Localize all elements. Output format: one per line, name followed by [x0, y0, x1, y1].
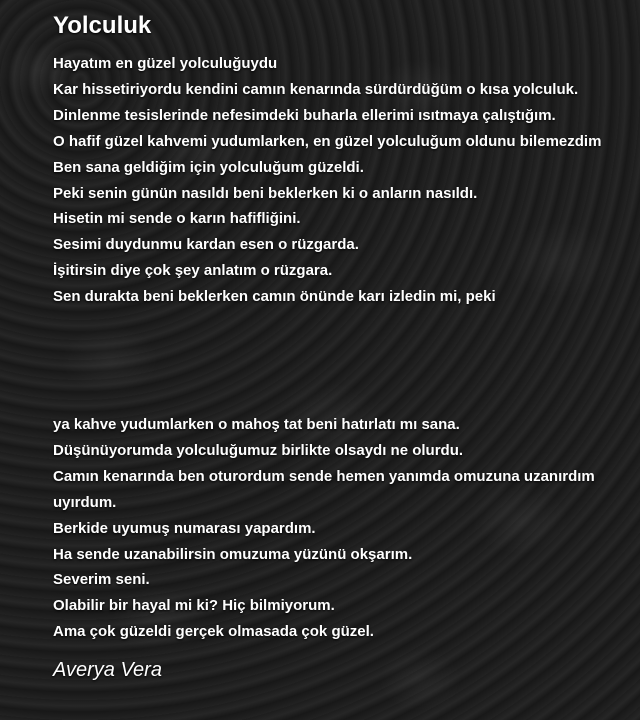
poem-line: Hayatım en güzel yolculuğuydu: [53, 55, 278, 72]
poem-line: Sen durakta beni beklerken camın önünde karı izledin mi, peki: [53, 288, 496, 306]
poem-line: Severim seni.: [53, 571, 150, 589]
poem-line: ya kahve yudumlarken o mahoş tat beni hatırlatı mı sana.: [53, 416, 460, 433]
poem-line: Düşünüyorumda yolculuğumuz birlikte olsaydı ne olurdu.: [53, 441, 464, 459]
poem-title: Yolculuk: [53, 12, 152, 39]
poem-stanza-2: [53, 412, 595, 645]
poem-line: Olabilir bir hayal mi ki? Hiç bilmiyorum.: [53, 597, 335, 615]
poem-line: İşitirsin diye çok şey anlatım o rüzgara.: [53, 262, 333, 280]
poem-line: Ben sana geldiğim için yolculuğum güzeldi.: [53, 158, 364, 176]
poem-line: Ha sende uzanabilirsin omuzuma yüzünü okşarım.: [53, 545, 413, 563]
poem-line: Dinlenme tesislerinde nefesimdeki buharla ellerimi ısıtmaya çalıştığım.: [53, 106, 556, 124]
poem-line: Berkide uyumuş numarası yapardım.: [53, 519, 316, 537]
poem-line: uyırdum.: [53, 493, 117, 511]
poem-line: Ama çok güzeldi gerçek olmasada çok güzel.: [53, 623, 374, 641]
poem-line: Kar hissetiriyordu kendini camın kenarında sürdürdüğüm o kısa yolculuk.: [53, 80, 579, 98]
poem-author: Averya Vera: [53, 659, 162, 681]
poem-line: Camın kenarında ben oturordum sende hemen yanımda omuzuna uzanırdım: [53, 467, 595, 485]
poem-line: Hisetin mi sende o karın hafifliğini.: [53, 210, 301, 228]
poem-stanza-1: [53, 51, 601, 310]
poem-line: O hafif güzel kahvemi yudumlarken, en güzel yolculuğum oldunu bilemezdim: [53, 132, 602, 150]
poem-line: Sesimi duydunmu kardan esen o rüzgarda.: [53, 236, 359, 254]
poem-line: Peki senin günün nasıldı beni beklerken ki o anların nasıldı.: [53, 184, 478, 202]
